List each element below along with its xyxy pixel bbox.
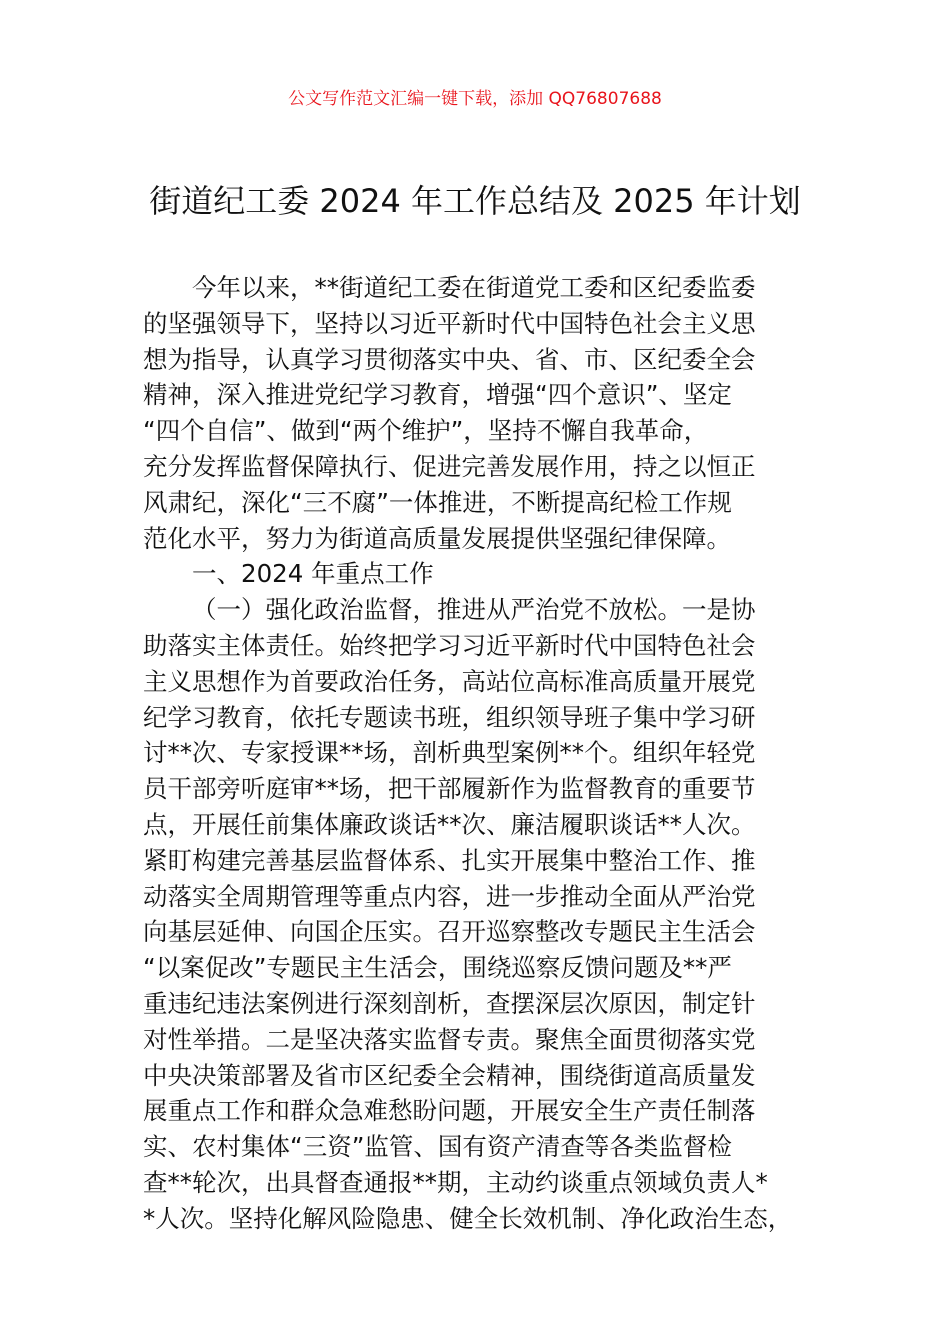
body-line: 主义思想作为首要政治任务，高站位高标准高质量开展党 xyxy=(143,666,756,696)
paragraph-intro-line: 精神，深入推进党纪学习教育，增强“四个意识”、坚定 xyxy=(143,380,732,410)
paragraph-intro-line: 风肃纪，深化“三不腐”一体推进，不断提高纪检工作规 xyxy=(143,487,732,517)
body-line: 讨**次、专家授课**场，剖析典型案例**个。组织年轻党 xyxy=(143,738,756,768)
body-line: 纪学习教育，依托专题读书班，组织领导班子集中学习研 xyxy=(143,702,756,732)
body-line: 向基层延伸、向国企压实。召开巡察整改专题民主生活会 xyxy=(143,917,756,947)
paragraph-intro-line: 的坚强领导下，坚持以习近平新时代中国特色社会主义思 xyxy=(143,308,756,338)
paragraph-intro-line: 今年以来，**街道纪工委在街道党工委和区纪委监委 xyxy=(192,273,756,302)
paragraph-intro-line: “四个自信”、做到“两个维护”，坚持不懈自我革命， xyxy=(143,416,709,446)
body-line: 员干部旁听庭审**场，把干部履新作为监督教育的重要节 xyxy=(143,774,756,804)
body-line: *人次。坚持化解风险隐患、健全长效机制、净化政治生态， xyxy=(143,1203,793,1233)
body-line: 展重点工作和群众急难愁盼问题，开展安全生产责任制落 xyxy=(143,1096,756,1126)
paragraph-intro-line: 充分发挥监督保障执行、促进完善发展作用，持之以恒正 xyxy=(143,451,756,481)
body-line: 助落实主体责任。始终把学习习近平新时代中国特色社会 xyxy=(143,630,756,660)
document-title: 街道纪工委 2024 年工作总结及 2025 年计划 xyxy=(149,182,801,220)
body-line: 实、农村集体“三资”监管、国有资产清查等各类监督检 xyxy=(143,1132,732,1162)
subsection-line: （一）强化政治监督，推进从严治党不放松。一是协 xyxy=(192,595,756,625)
body-line: 中央决策部署及省市区纪委全会精神，围绕街道高质量发 xyxy=(143,1060,756,1090)
promo-banner: 公文写作范文汇编一键下载，添加 QQ76807688 xyxy=(288,89,662,109)
body-line: 对性举措。二是坚决落实监督专责。聚焦全面贯彻落实党 xyxy=(143,1024,756,1054)
section-heading: 一、2024 年重点工作 xyxy=(192,559,434,589)
body-line: “以案促改”专题民主生活会，围绕巡察反馈问题及**严 xyxy=(143,953,732,983)
body-line: 点，开展任前集体廉政谈话**次、廉洁履职谈话**人次。 xyxy=(143,809,756,839)
paragraph-intro-line: 范化水平，努力为街道高质量发展提供坚强纪律保障。 xyxy=(143,523,731,553)
body-line: 紧盯构建完善基层监督体系、扎实开展集中整治工作、推 xyxy=(143,845,756,875)
paragraph-intro-line: 想为指导，认真学习贯彻落实中央、省、市、区纪委全会 xyxy=(143,344,756,374)
body-line: 查**轮次，出具督查通报**期，主动约谈重点领域负责人* xyxy=(143,1167,768,1197)
document-body xyxy=(143,270,833,1237)
body-line: 动落实全周期管理等重点内容，进一步推动全面从严治党 xyxy=(143,881,756,911)
body-line: 重违纪违法案例进行深刻剖析，查摆深层次原因，制定针 xyxy=(143,988,756,1018)
